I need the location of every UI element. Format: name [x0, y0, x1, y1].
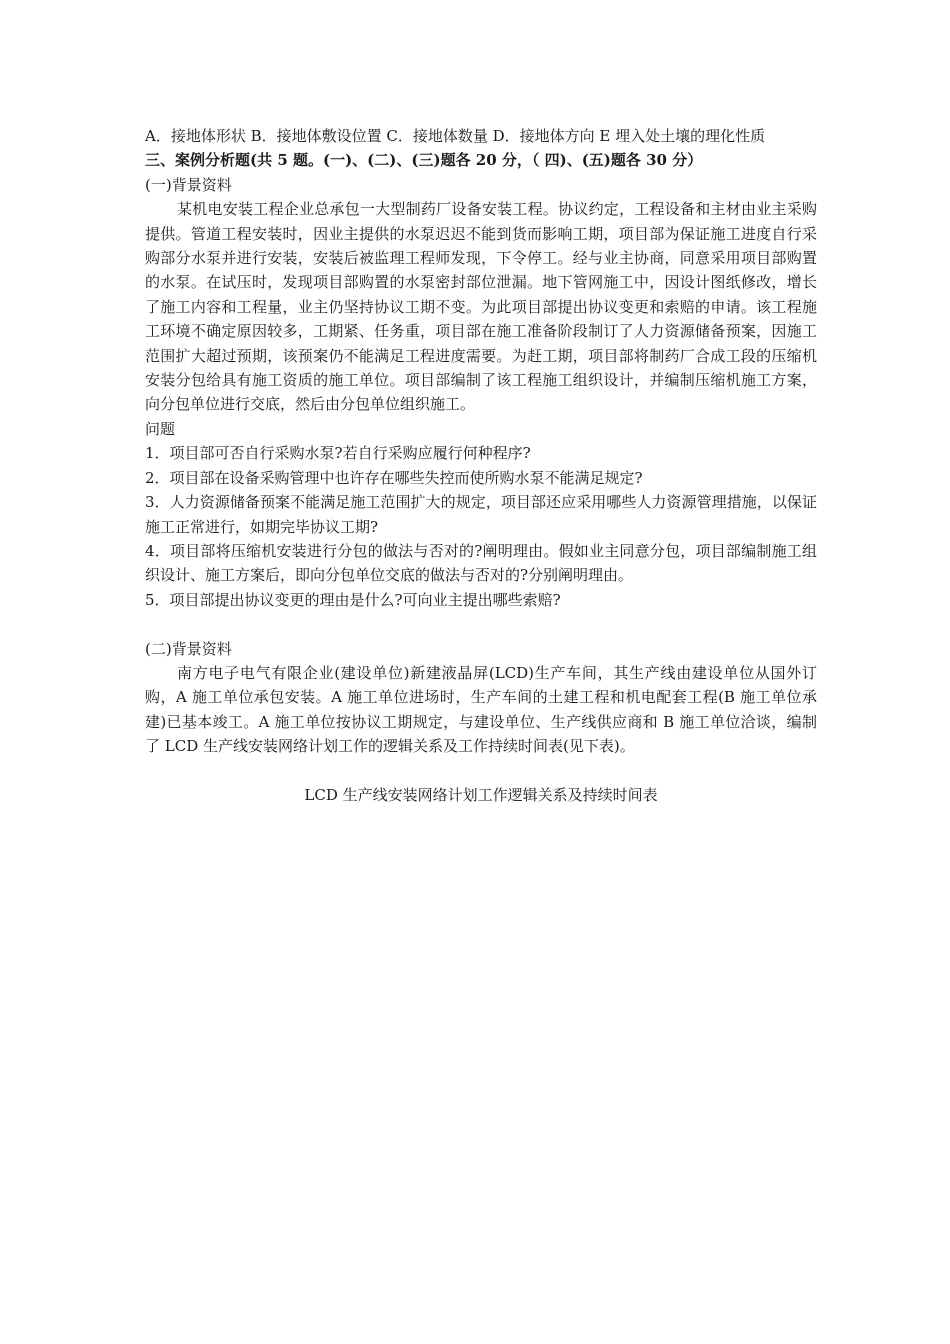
case1-paragraph: 某机电安装工程企业总承包一大型制药厂设备安装工程。协议约定，工程设备和主材由业主采购提供。管道工程安装时，因业主提供的水泵迟迟不能到货而影响工期，项目部为保证施工进度自行采购部分水泵并进行安装，安装后被监理工程师发现，下令停工。经与业主协商，同意采用项目部购置的水泵。在试压时，发现项目部购置的水泵密封部位泄漏。地下管网施工中，因设计图纸修改，增长了施工内容和工程量，业主仍坚持协议工期不变。为此项目部提出协议变更和索赔的申请。该工程施工环境不确定原因较多，工期紧、任务重，项目部在施工准备阶段制订了人力资源储备预案，因施工范围扩大超过预期，该预案仍不能满足工程进度需要。为赶工期，项目部将制药厂合成工段的压缩机安装分包给具有施工资质的施工单位。项目部编制了该工程施工组织设计，并编制压缩机施工方案，向分包单位进行交底，然后由分包单位组织施工。: [145, 200, 817, 414]
spacer: [145, 612, 817, 636]
section-heading: 三、案例分析题(共 5 题。(一)、(二)、(三)题各 20 分，（ 四)、(五)题各 30 分）: [145, 151, 703, 170]
question-item: 1．项目部可否自行采购水泵?若自行采购应履行何种程序?: [145, 444, 531, 463]
question-item: 3．人力资源储备预案不能满足施工范围扩大的规定，项目部还应采用哪些人力资源管理措施，以保证施工正常进行，如期完毕协议工期?: [145, 493, 817, 536]
document-page: [145, 124, 817, 807]
answer-options: A．接地体形状 B．接地体敷设位置 C．接地体数量 D．接地体方向 E 埋入处土壤的理化性质: [145, 127, 766, 145]
question-item: 5．项目部提出协议变更的理由是什么?可向业主提出哪些索赔?: [145, 590, 561, 609]
case1-title: (一)背景资料: [145, 175, 232, 194]
case2-paragraph: 南方电子电气有限企业(建设单位)新建液晶屏(LCD)生产车间，其生产线由建设单位从国外订购，A 施工单位承包安装。A 施工单位进场时，生产车间的土建工程和机电配套工程(B 施工单位承建)已基本竣工。A 施工单位按协议工期规定，与建设单位、生产线供应商和 B 施工单位洽谈，编制了 LCD 生产线安装网络计划工作的逻辑关系及工作持续时间表(见下表)。: [145, 663, 817, 756]
case1-questions-label: 问题: [145, 419, 176, 438]
table-caption: LCD 生产线安装网络计划工作逻辑关系及持续时间表: [304, 785, 658, 804]
case2-title: (二)背景资料: [145, 639, 232, 658]
question-item: 4．项目部将压缩机安装进行分包的做法与否对的?阐明理由。假如业主同意分包，项目部编制施工组织设计、施工方案后，即向分包单位交底的做法与否对的?分别阐明理由。: [145, 541, 817, 585]
question-item: 2．项目部在设备采购管理中也许存在哪些失控而使所购水泵不能满足规定?: [145, 468, 643, 487]
